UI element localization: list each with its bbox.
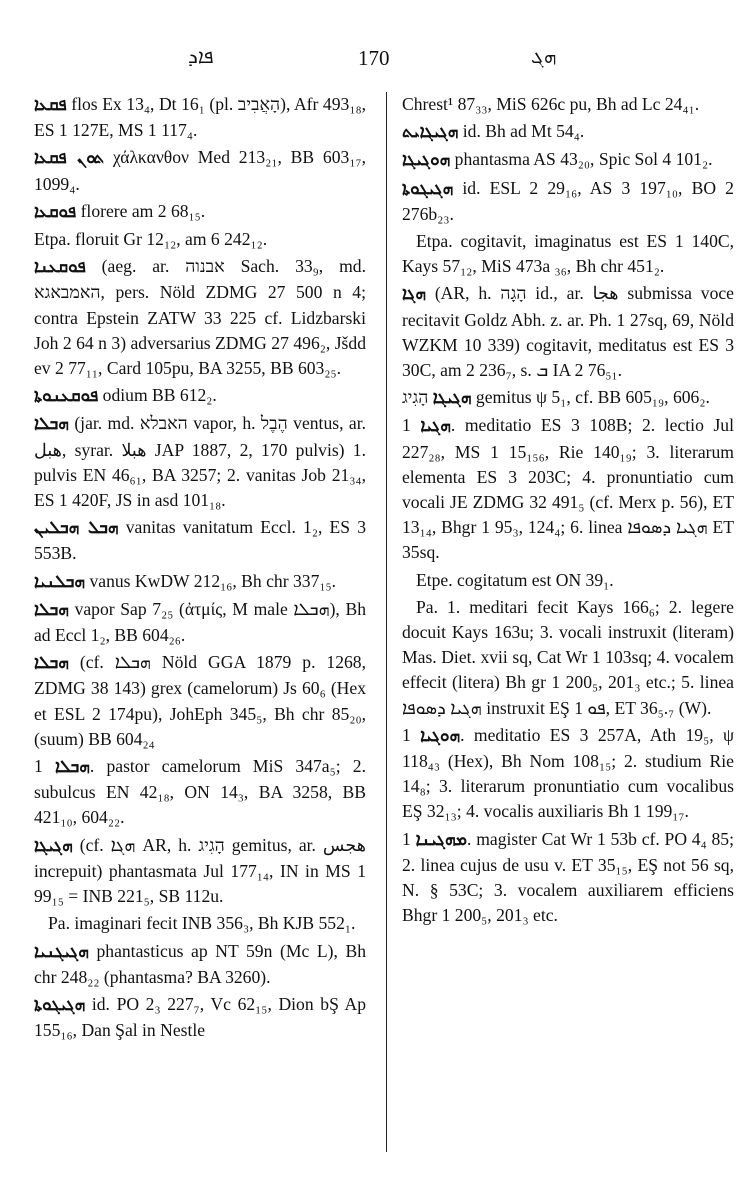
entry-text: flos Ex 13₄, Dt 16₁ (pl. הָאֲבִיב), Afr 493₁₈, ES 1 127E, MS 1 117₄. [34, 94, 366, 141]
dictionary-entry [402, 723, 734, 825]
entry-text: Etpa. floruit Gr 12₁₂, am 6 242₁₂. [34, 229, 268, 250]
dictionary-entry [34, 754, 366, 831]
dictionary-entry [402, 147, 734, 173]
entry-text: 1. meditatio ES 3 108B; 2. lectio Jul 227₂₈, MS 1 15₁₅₆, Rie 140₁₉; 3. literarum elementa ES 3 203C; 4. pronuntiatio cum vocali JE ZDMG 32 491₅ (cf. Merx p. 56), ET 13₁₄, Bhgr 1 95₃, 124₄; 6. linea ܗܓܝܐ ܕܣܘܦܐ ET 35sq. [402, 415, 734, 563]
page-number: 170 [358, 46, 390, 70]
dictionary-entry [34, 199, 366, 225]
running-head-right: ܗܓ [531, 46, 557, 68]
dictionary-entry [34, 911, 366, 936]
dictionary-entry [34, 650, 366, 752]
page-header [0, 46, 750, 78]
dictionary-entry [402, 568, 734, 593]
entry-headword: ܡܗܓܝܢܐ [415, 829, 468, 850]
entry-headword: ܗܒܠ ܗܒܠܝܢ [34, 518, 119, 539]
entry-text: vanus KwDW 212₁₆, Bh chr 337₁₅. [89, 570, 337, 591]
entry-headword: ܗܒܠܢܝܐ [34, 571, 86, 592]
dictionary-entry [402, 229, 734, 279]
dictionary-entry [34, 383, 366, 409]
dictionary-entry [34, 254, 366, 381]
dictionary-entry [402, 92, 734, 117]
dictionary-entry [402, 119, 734, 145]
entry-headword: ܦܘܩܥܢܘܬܐ [34, 386, 99, 407]
entry-text: Pa. imaginari fecit INB 356₃, Bh KJB 552₁. [48, 913, 356, 934]
entry-text: florere am 2 68₁₅. [80, 200, 206, 221]
entry-headword: ܗܒܠܐ [34, 599, 69, 620]
entry-text: vanitas vanitatum Eccl. 1₂, ES 3 553B. [34, 517, 366, 564]
entry-text: id. PO 2₃ 227₇, Vc 62₁₅, Dion bŞ Ap 155₁₆, Dan Şal in Nestle [34, 993, 366, 1041]
entry-headword: ܗܓܝܓܘܬܐ [402, 178, 454, 199]
entry-text: phantasma AS 43₂₀, Spic Sol 4 101₂. [454, 149, 713, 170]
entry-text: phantasticus ap NT 59n (Mc L), Bh chr 248₂₂ (phantasma? BA 3260). [34, 940, 366, 987]
entry-text: χάλκανθον Med 213₂₁, BB 603₁₇, 1099₄. [34, 147, 366, 194]
dictionary-entry [34, 227, 366, 252]
entry-text: Chrest¹ 87₃₃, MiS 626c pu, Bh ad Lc 24₄₁. [402, 94, 700, 114]
dictionary-entry [34, 569, 366, 595]
left-column [34, 92, 366, 1045]
column-divider [386, 92, 387, 1152]
entry-text: (jar. md. האבלא vapor, h. הֶבֶל ventus, ar. هبل, syrar. هبلا JAP 1887, 2, 170 pulvis) 1. pulvis EN 46₆₁, BA 3257; 2. vanitas Job 21₃₄, ES 1 420F, JS in asd 101₁₈. [34, 413, 366, 511]
entry-headword: ܗܓܝܓܘܬܐ [34, 994, 86, 1015]
dictionary-entry [402, 281, 734, 383]
dictionary-entry [34, 411, 366, 513]
dictionary-entry [34, 145, 366, 196]
entry-headword: ܦܘܩܥܢܐ [34, 257, 86, 278]
dictionary-entry [402, 827, 734, 929]
dictionary-entry [34, 992, 366, 1043]
dictionary-entry [402, 385, 734, 411]
entry-headword: ܗܓܝܐ [420, 416, 451, 437]
dictionary-entry [402, 176, 734, 227]
entry-text: (cf. ܗܓܐ AR, h. הָגִיג gemitus, ar. هجس increpuit) phantasmata Jul 177₁₄, IN in MS 1 99₁₅ = INB 221₅, SB 112u. [34, 834, 366, 907]
dictionary-entry [34, 515, 366, 566]
entry-text: (AR, h. הָגָה id., ar. هجا submissa voce recitavit Goldz Abh. z. ar. Ph. 1 27sq, 69, Nöld WZKM 10 339) cogitavit, meditatus est ES 3 30C, am 2 236₇, s. ܒ IA 2 76₅₁. [402, 283, 734, 381]
entry-headword: ܗܒܠܐ [34, 653, 69, 674]
entry-text: Pa. 1. meditari fecit Kays 166₆; 2. legere docuit Kays 163u; 3. vocali instruxit (literam) Mas. Diet. xvii sq, Cat Wr 1 103sq; 4. vocalem effecit (litera) Bh gr 1 200₅, 201₃ etc.; 5. linea ܗܓܝܐ ܕܣܘܦܐ instruxit EŞ ܦܘ 1, ET 36₅.₇ (W). [402, 596, 734, 718]
entry-text: (cf. ܗܒܠܐ Nöld GGA 1879 p. 1268, ZDMG 38 143) grex (camelorum) Js 60₆ (Hex et ESL 2 174pu), JohEph 345₅, Bh chr 85₂₀, (suum) BB 604₂₄ [34, 652, 366, 749]
entry-text: odium BB 612₂. [102, 385, 217, 406]
entry-text: (aeg. ar. אבנוה Sach. 33₉, md. האמבאגא, pers. Nöld ZDMG 27 500 n 4; contra Epstein ZATW 33 225 cf. Lidzbarski Joh 2 64 n 3) adversarius ZDMG 27 496₂, Jšdd ev 2 77₁₁, Card 105pu, BA 3255, BB 603₂₅. [34, 256, 366, 379]
entry-headword: ܬܘܢ ܦܩܥܐ [34, 148, 105, 169]
dictionary-entry [34, 833, 366, 910]
entry-headword: ܗܒܠܐ [54, 757, 90, 778]
entry-text: id. Bh ad Mt 54₄. [462, 121, 585, 142]
entry-headword: ܗܓܝܓܐ [432, 388, 472, 409]
entry-headword: ܗܓܝܓܐ [34, 835, 73, 856]
dictionary-entry [34, 939, 366, 990]
entry-text: vapor Sap 7₂₅ (ἀτμίς, M male ܗܒܠܐ), Bh ad Eccl 1₂, BB 604₂₆. [34, 598, 367, 646]
right-column [402, 92, 734, 931]
dictionary-entry [34, 597, 366, 648]
entry-text: הָגִיג gemitus ψ 5₁, cf. BB 605₁₉, 606₂. [402, 387, 710, 408]
entry-text: id. ESL 2 29₁₆, AS 3 197₁₀, BO 2 276b₂₃. [402, 177, 734, 224]
entry-text: Etpe. cogitatum est ON 39₁. [416, 569, 614, 590]
running-head-left: ܦܐܕ [188, 46, 214, 68]
entry-headword: ܦܘܩܥܐ [34, 201, 77, 222]
dictionary-entry [34, 92, 366, 143]
dictionary-entry [402, 595, 734, 721]
entry-headword: ܦܩܥܐ [34, 95, 67, 115]
entry-headword: ܗܒܠܐ [34, 414, 69, 435]
entry-headword: ܗܘܓܝܓܐ [402, 150, 451, 171]
entry-headword: ܗܓܝܓܢܝܐ [34, 941, 89, 962]
entry-text: 1. magister Cat Wr 1 53b cf. PO 4₄ 85; 2. linea cujus de usu v. ET 35₁₅, EŞ not 56 sq, N. § 53C; 3. vocalem auxiliarem efficiens Bhgr 1 200₅, 201₃ etc. [402, 828, 734, 926]
entry-headword: ܗܓܝܓܐܝܬ [402, 122, 459, 143]
dictionary-entry [402, 413, 734, 565]
entry-text: 1. pastor camelorum MiS 347a₅; 2. subulcus EN 42₁₈, ON 14₃, BA 3258, BB 421₁₀, 604₂₂. [34, 756, 366, 828]
entry-text: 1. meditatio ES 3 257A, Ath 19₅, ψ 118₄₃ (Hex), Bh Nom 108₁₅; 2. studium Rie 14₈; 3. literarum pronuntiatio cum vocalibus EŞ 32₁₃; 4. vocalis auxiliaris Bh 1 199₁₇. [402, 724, 734, 822]
entry-text: Etpa. cogitavit, imaginatus est ES 1 140C, Kays 57₁₂, MiS 473a ₃₆, Bh chr 451₂. [402, 231, 734, 277]
entry-headword: ܗܓܐ [402, 284, 426, 305]
entry-headword: ܗܘܓܝܐ [420, 725, 461, 746]
